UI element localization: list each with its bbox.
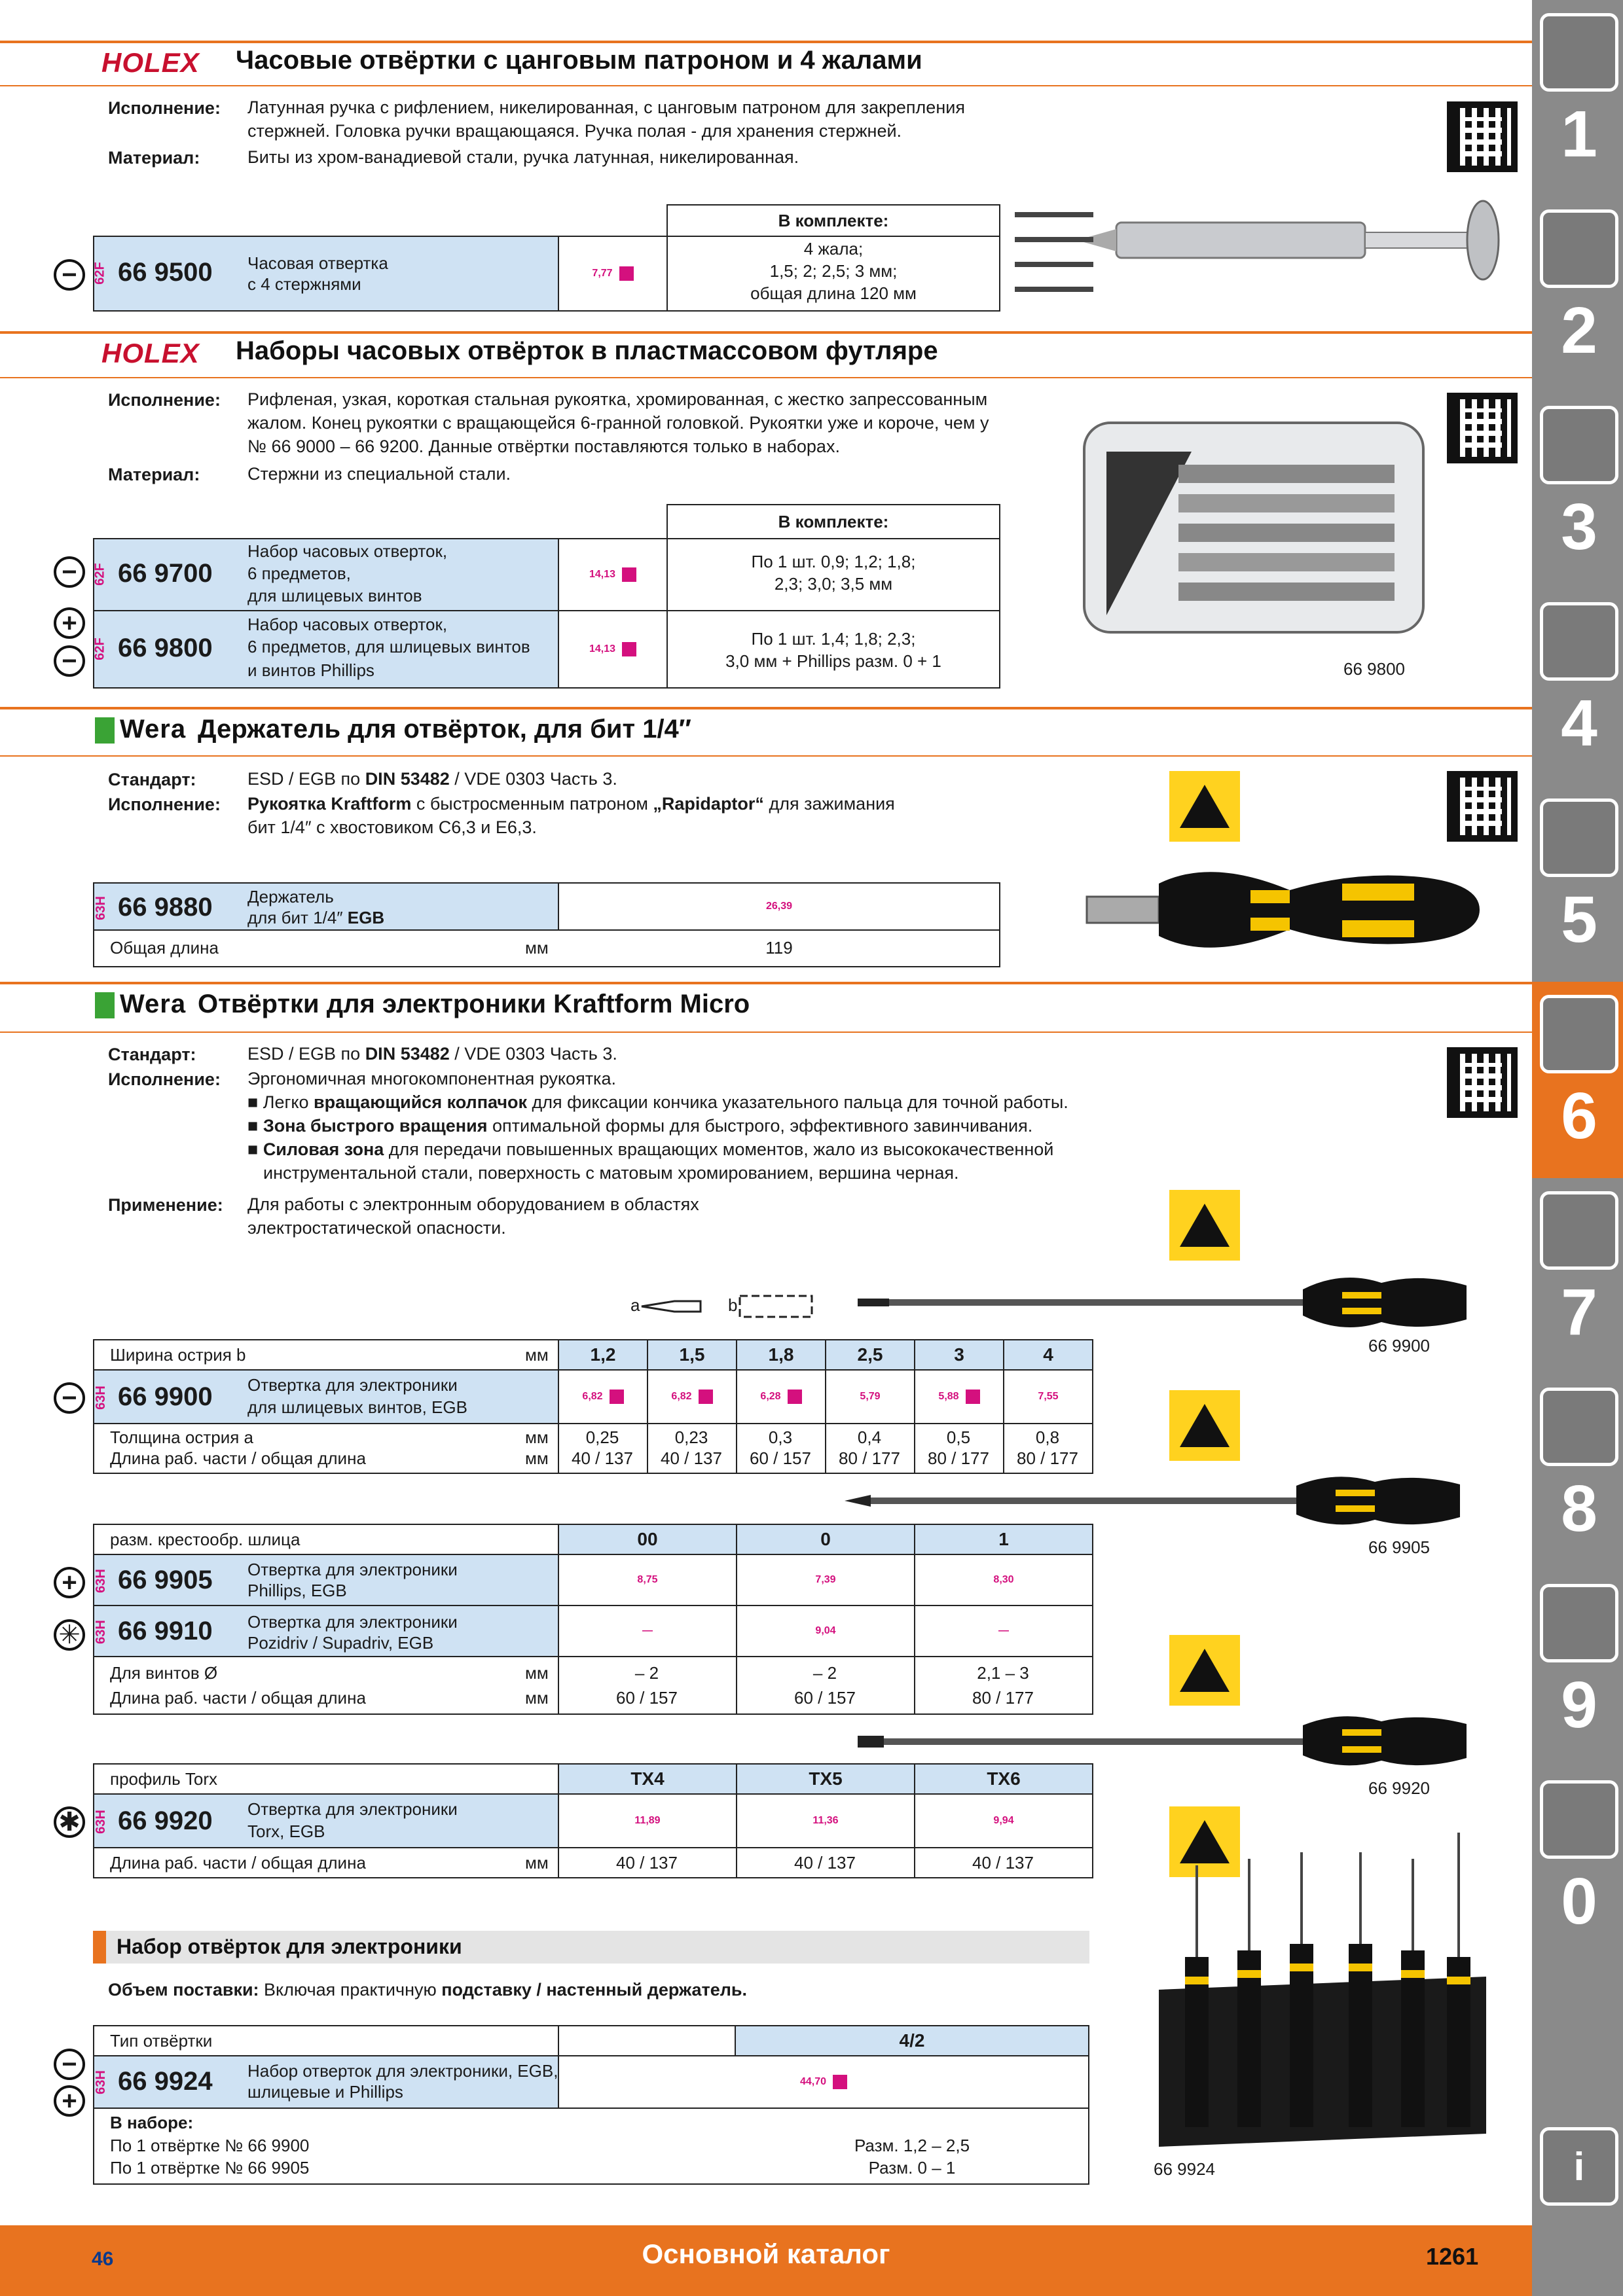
chapter-tab-9[interactable] <box>1540 1584 1618 1662</box>
image-caption: 66 9924 <box>1154 2159 1215 2179</box>
product-desc: Отвертка для электроники <box>247 1375 458 1395</box>
screwdriver-set-stand-image <box>1139 1826 1506 2153</box>
standard-line <box>247 1042 617 1066</box>
feature-bullet <box>247 1114 1032 1138</box>
product-desc: Набор часовых отверток, <box>247 541 448 561</box>
set-value: Разм. 1,2 – 2,5 <box>854 2136 970 2155</box>
description-line: бит 1/4″ с хвостовиком С6,3 и Е6,3. <box>247 817 537 837</box>
text-part: / VDE 0303 Часть 3. <box>449 769 617 789</box>
label-ispolnenie: Исполнение: <box>108 795 221 814</box>
catalog-title: Основной каталог <box>642 2238 890 2269</box>
description-line: электростатической опасности. <box>247 1218 506 1238</box>
column-header: разм. крестообр. шлица <box>110 1530 301 1549</box>
spec-value: 40 / 137 <box>572 1448 633 1468</box>
chapter-tab-6[interactable] <box>1540 995 1618 1073</box>
kit-header: В комплекте: <box>666 504 1000 539</box>
spec-value: 0,23 <box>674 1427 708 1447</box>
price-cell <box>558 2055 1089 2109</box>
product-desc: шлицевые и Phillips <box>247 2082 403 2102</box>
column-header: 1,5 <box>647 1339 737 1371</box>
spec-value: – 2 <box>812 1663 837 1683</box>
chapter-tab-3[interactable] <box>1540 406 1618 484</box>
product-desc: и винтов Phillips <box>247 660 374 680</box>
column-header: 0 <box>736 1524 915 1555</box>
price: 6,82 <box>582 1391 603 1402</box>
product-desc: для шлицевых винтов, EGB <box>247 1397 467 1417</box>
set-item: По 1 отвёртке № 66 9905 <box>110 2158 310 2178</box>
spec-value: – 2 <box>634 1663 659 1683</box>
spec-value: 40 / 137 <box>794 1853 856 1873</box>
price-cell <box>558 1793 737 1848</box>
chapter-number: 8 <box>1561 1472 1597 1545</box>
article-number[interactable]: 66 9800 <box>118 634 213 662</box>
product-desc: Набор отверток для электроники, EGB, <box>247 2061 558 2081</box>
set-item: По 1 отвёртке № 66 9900 <box>110 2136 310 2155</box>
article-number[interactable]: 66 9880 <box>118 893 213 922</box>
esd-warning-icon <box>1169 1190 1240 1261</box>
article-number[interactable]: 66 9500 <box>118 258 213 287</box>
kit-line: общая длина 120 мм <box>750 283 917 303</box>
label-material: Материал: <box>108 148 200 168</box>
column-header: Тип отвёртки <box>110 2031 213 2051</box>
product-desc: Отвертка для электроники <box>247 1560 458 1579</box>
text-bold: вращающийся колпачок <box>314 1092 528 1112</box>
chapter-number: 2 <box>1561 294 1597 367</box>
product-code: 63H <box>93 1569 108 1593</box>
text-part: / VDE 0303 Часть 3. <box>449 1044 617 1064</box>
unit: мм <box>525 1663 549 1683</box>
product-desc: для шлицевых винтов <box>247 586 422 605</box>
product-desc <box>247 907 384 928</box>
chapter-number: 1 <box>1561 98 1597 171</box>
text-part: для бит 1/4″ <box>247 908 348 927</box>
column-header: TX5 <box>736 1763 915 1795</box>
price-cell <box>558 538 668 611</box>
price-cell <box>558 236 668 312</box>
text-part: для зажимания <box>763 794 895 814</box>
price-cell <box>736 1369 826 1424</box>
description-line <box>247 792 895 816</box>
holex-logo: HOLEX <box>101 47 200 78</box>
text-part: ESD / EGB по <box>247 1044 365 1064</box>
kit-line: 1,5; 2; 2,5; 3 мм; <box>769 261 898 281</box>
esd-warning-icon <box>1169 1635 1240 1706</box>
chapter-number: 4 <box>1561 687 1597 760</box>
text-part: для передачи повышенных вращающих моментов, жало из высококачественной <box>384 1139 1054 1159</box>
text-part: ■ <box>247 1139 263 1159</box>
section-rule <box>0 331 1532 334</box>
net-price-marker <box>966 1390 980 1404</box>
unit: мм <box>525 938 549 958</box>
section-rule <box>0 707 1532 709</box>
chapter-tab-8[interactable] <box>1540 1388 1618 1466</box>
text-part: для фиксации кончика указательного пальца для точной работы. <box>527 1092 1068 1112</box>
column-header: 00 <box>558 1524 737 1555</box>
price: 26,39 <box>765 901 793 912</box>
feature-bullet <box>247 1138 1053 1161</box>
spec-value: 0,5 <box>946 1427 971 1447</box>
price: 11,36 <box>812 1815 839 1826</box>
kit-cell <box>666 610 1000 689</box>
kit-line: 2,3; 3,0; 3,5 мм <box>774 574 893 594</box>
label-standard: Стандарт: <box>108 770 196 789</box>
product-desc: Часовая отвертка <box>247 253 388 273</box>
feature-bullet <box>247 1090 1068 1114</box>
page-number-right: 1261 <box>1426 2243 1479 2270</box>
standard-line <box>247 767 617 791</box>
spec-value: 119 <box>765 938 793 958</box>
kit-line: По 1 шт. 1,4; 1,8; 2,3; <box>751 629 916 649</box>
phillips-icon: + <box>54 1567 85 1598</box>
spec-value: 80 / 177 <box>972 1688 1034 1708</box>
qr-code[interactable] <box>1447 771 1518 842</box>
price-cell <box>558 1605 737 1657</box>
price: 5,88 <box>938 1391 959 1402</box>
slotted-icon: − <box>54 645 85 677</box>
product-code: 63H <box>93 2070 108 2094</box>
section-rule <box>0 41 1532 43</box>
qr-code[interactable] <box>1447 393 1518 463</box>
description-line: Латунная ручка с рифлением, никелированная, с цанговым патроном для закрепления <box>247 98 965 117</box>
price-cell <box>736 1554 915 1606</box>
spec-label: Длина раб. части / общая длина <box>110 1448 366 1468</box>
dim-label-a: a <box>630 1295 640 1315</box>
text-part: оптимальной формы для быстрого, эффективного завинчивания. <box>487 1116 1033 1136</box>
label-ispolnenie: Исполнение: <box>108 98 221 118</box>
spec-value: 80 / 177 <box>1017 1448 1078 1468</box>
column-header: TX4 <box>558 1763 737 1795</box>
price-cell <box>558 610 668 689</box>
price: 6,28 <box>760 1391 781 1402</box>
slotted-icon: − <box>54 556 85 588</box>
section-title: Отвёртки для электроники Kraftform Micro <box>198 990 750 1018</box>
product-desc: Набор часовых отверток, <box>247 615 448 634</box>
column-header: 1,2 <box>558 1339 648 1371</box>
slotted-icon: − <box>54 259 85 291</box>
label-material: Материал: <box>108 465 200 484</box>
text-part: ■ Легко <box>247 1092 314 1112</box>
description-line: жалом. Конец рукоятки с вращающейся 6-гранной головкой. Рукоятки уже и короче, чем у <box>247 413 989 433</box>
price: — <box>998 1625 1009 1636</box>
unit: мм <box>525 1688 549 1708</box>
price-cell <box>647 1369 737 1424</box>
description-line: № 66 9000 – 66 9200. Данные отвёртки поставляются только в наборах. <box>247 437 840 456</box>
section-rule <box>0 1031 1532 1033</box>
price: 9,04 <box>815 1625 836 1636</box>
chapter-number: 0 <box>1561 1865 1597 1938</box>
text-part: с быстросменным патроном <box>411 794 653 814</box>
article-number[interactable]: 66 9920 <box>118 1806 213 1835</box>
kit-header: В комплекте: <box>666 204 1000 237</box>
kit-line: 3,0 мм + Phillips разм. 0 + 1 <box>725 651 941 671</box>
text-bold: DIN 53482 <box>365 769 450 789</box>
image-caption: 66 9905 <box>1368 1537 1430 1557</box>
chapter-tab-5[interactable] <box>1540 798 1618 877</box>
description-line: инструментальной стали, поверхность с матовым хромированием, вершина черная. <box>263 1163 959 1183</box>
kit-line: 4 жала; <box>803 239 864 259</box>
page-number-left: 46 <box>92 2248 114 2270</box>
net-price-marker <box>622 567 636 582</box>
price: 9,94 <box>993 1815 1014 1826</box>
net-price-marker <box>622 642 636 656</box>
image-caption: 66 9800 <box>1343 659 1405 679</box>
spec-label: Длина раб. части / общая длина <box>110 1688 366 1708</box>
spec-value: 60 / 157 <box>750 1448 811 1468</box>
product-desc: Отвертка для электроники <box>247 1799 458 1819</box>
text-bold: Зона быстрого вращения <box>263 1116 488 1136</box>
spec-label: Общая длина <box>110 938 219 958</box>
text-bold: „Rapidaptor“ <box>653 794 764 814</box>
column-header: профиль Torx <box>110 1769 217 1789</box>
wera-logo-text: Wera <box>120 990 187 1018</box>
price-cell <box>914 1554 1093 1606</box>
tip-dimension-diagram <box>629 1287 818 1326</box>
net-price-marker <box>833 2075 847 2089</box>
slotted-icon: − <box>54 1382 85 1414</box>
price-cell <box>1003 1369 1093 1424</box>
text-bold: Рукоятка Kraftform <box>247 794 412 814</box>
unit: мм <box>525 1448 549 1468</box>
spec-value: 40 / 137 <box>661 1448 722 1468</box>
label-ispolnenie: Исполнение: <box>108 1069 221 1089</box>
spec-label: Толщина острия a <box>110 1427 253 1447</box>
label-application: Применение: <box>108 1195 223 1215</box>
price: 7,77 <box>592 268 613 279</box>
price-cell <box>825 1369 915 1424</box>
price: 14,13 <box>589 569 616 580</box>
product-code: 63H <box>93 1620 108 1644</box>
section-title: Наборы часовых отвёрток в пластмассовом футляре <box>236 336 938 365</box>
article-number[interactable]: 66 9905 <box>118 1566 213 1594</box>
spec-label: Для винтов Ø <box>110 1663 218 1683</box>
column-header: Ширина острия b <box>110 1345 246 1365</box>
price: — <box>642 1625 653 1636</box>
label-ispolnenie: Исполнение: <box>108 390 221 410</box>
article-number[interactable]: 66 9924 <box>118 2067 213 2096</box>
price-cell <box>736 1793 915 1848</box>
image-caption: 66 9900 <box>1368 1336 1430 1355</box>
column-header: 1,8 <box>736 1339 826 1371</box>
pozidriv-icon: ✳ <box>54 1619 85 1651</box>
spec-value: 40 / 137 <box>972 1853 1034 1873</box>
product-desc: Держатель <box>247 887 334 906</box>
price: 8,30 <box>993 1574 1014 1585</box>
text-part: ESD / EGB по <box>247 769 365 789</box>
wera-logo-text: Wera <box>120 715 187 744</box>
spec-value: 40 / 137 <box>616 1853 678 1873</box>
description-line: Рифленая, узкая, короткая стальная рукоятка, хромированная, с жестко запрессованным <box>247 389 988 409</box>
section-rule <box>0 85 1532 86</box>
image-caption: 66 9920 <box>1368 1778 1430 1798</box>
spec-value: 0,8 <box>1035 1427 1060 1447</box>
column-header: 4 <box>1003 1339 1093 1371</box>
subsection-marker <box>93 1931 106 1964</box>
slotted-screwdriver-image <box>845 1263 1473 1342</box>
column-header: 4/2 <box>735 2025 1089 2056</box>
spec-value: 60 / 157 <box>616 1688 678 1708</box>
label-standard: Стандарт: <box>108 1045 196 1064</box>
section-title: Часовые отвёртки с цанговым патроном и 4 жалами <box>236 46 922 75</box>
section-rule <box>0 377 1532 378</box>
net-price-marker <box>619 266 634 281</box>
chapter-number: 7 <box>1561 1276 1597 1349</box>
price-cell <box>558 1369 648 1424</box>
product-code: 63H <box>93 1810 108 1834</box>
net-price-marker <box>788 1390 802 1404</box>
description-line: Для работы с электронным оборудованием в областях <box>247 1194 699 1214</box>
product-desc: Phillips, EGB <box>247 1581 347 1600</box>
column-header: 3 <box>914 1339 1004 1371</box>
price-cell <box>914 1369 1004 1424</box>
chapter-tab-1[interactable] <box>1540 13 1618 92</box>
unit: мм <box>525 1427 549 1447</box>
spec-value: 0,25 <box>585 1427 619 1447</box>
product-desc: 6 предметов, <box>247 564 351 583</box>
description-line: Биты из хром-ванадиевой стали, ручка латунная, никелированная. <box>247 147 799 167</box>
price: 11,89 <box>634 1815 661 1826</box>
price: 5,79 <box>860 1391 881 1402</box>
chapter-tab-4[interactable] <box>1540 602 1618 681</box>
qr-code[interactable] <box>1447 101 1518 172</box>
spec-label: Длина раб. части / общая длина <box>110 1853 366 1873</box>
article-number[interactable]: 66 9700 <box>118 559 213 588</box>
slotted-icon: − <box>54 2049 85 2080</box>
chapter-tab-0[interactable] <box>1540 1780 1618 1859</box>
holex-logo: HOLEX <box>101 338 200 368</box>
price-cell <box>736 1605 915 1657</box>
product-code: 62F <box>92 563 107 586</box>
price: 14,13 <box>589 643 616 655</box>
dim-label-b: b <box>728 1295 738 1315</box>
product-desc: Отвертка для электроники <box>247 1612 458 1632</box>
unit: мм <box>525 1853 549 1873</box>
price-cell <box>558 1554 737 1606</box>
info-tab[interactable]: i <box>1540 2127 1618 2206</box>
product-desc: Pozidriv / Supadriv, EGB <box>247 1633 434 1653</box>
price-cell <box>914 1793 1093 1848</box>
article-number[interactable]: 66 9910 <box>118 1617 213 1645</box>
torx-icon: ✱ <box>54 1806 85 1838</box>
spec-value: 0,4 <box>857 1427 882 1447</box>
text-part: Включая практичную <box>259 1980 442 2000</box>
net-price-marker <box>699 1390 713 1404</box>
supply-line <box>108 1978 747 2001</box>
bit-holder-image <box>1080 844 1486 975</box>
price: 7,55 <box>1038 1391 1059 1402</box>
screwdriver-case-image <box>1080 419 1427 648</box>
price-cell <box>558 882 1000 931</box>
esd-warning-icon <box>1169 771 1240 842</box>
column-header: TX6 <box>914 1763 1093 1795</box>
text-bold: DIN 53482 <box>365 1044 450 1064</box>
spec-value: 80 / 177 <box>839 1448 900 1468</box>
column-header: 2,5 <box>825 1339 915 1371</box>
text-part: ■ <box>247 1116 263 1136</box>
wera-logo-icon <box>95 717 115 744</box>
price: 44,70 <box>799 2076 827 2087</box>
chapter-number: 5 <box>1561 883 1597 956</box>
price: 7,39 <box>815 1574 836 1585</box>
spec-value: 80 / 177 <box>928 1448 989 1468</box>
spec-value: 2,1 – 3 <box>977 1663 1029 1683</box>
product-desc: Torx, EGB <box>247 1821 325 1841</box>
spec-value: 60 / 157 <box>794 1688 856 1708</box>
phillips-icon: + <box>54 2085 85 2117</box>
section-rule <box>0 755 1532 757</box>
description-line: стержней. Головка ручки вращающаяся. Ручка полая - для хранения стержней. <box>247 121 902 141</box>
product-code: 62F <box>92 637 107 660</box>
price-cell <box>914 1605 1093 1657</box>
product-desc: 6 предметов, для шлицевых винтов <box>247 637 530 656</box>
product-code: 63H <box>93 896 108 920</box>
chapter-tab-7[interactable] <box>1540 1191 1618 1270</box>
qr-code[interactable] <box>1447 1047 1518 1118</box>
esd-warning-icon <box>1169 1390 1240 1461</box>
text-bold: подставку / настенный держатель. <box>441 1980 747 2000</box>
kit-line: По 1 шт. 0,9; 1,2; 1,8; <box>751 552 916 571</box>
wera-logo-icon <box>95 992 115 1018</box>
net-price-marker <box>610 1390 624 1404</box>
chapter-number: 6 <box>1561 1079 1597 1153</box>
description-line: Эргономичная многокомпонентная рукоятка. <box>247 1069 616 1088</box>
spec-value: 0,3 <box>768 1427 793 1447</box>
description-line: Стержни из специальной стали. <box>247 464 511 484</box>
text-bold: EGB <box>347 908 385 927</box>
watch-screwdriver-image <box>1012 196 1522 314</box>
column-header: 1 <box>914 1524 1093 1555</box>
product-desc: с 4 стержнями <box>247 274 361 294</box>
chapter-number: 3 <box>1561 490 1597 564</box>
price: 6,82 <box>671 1391 692 1402</box>
subsection-title: Набор отвёрток для электроники <box>117 1935 462 1958</box>
unit: мм <box>525 1345 549 1365</box>
price: 8,75 <box>637 1574 658 1585</box>
text-bold: Силовая зона <box>263 1139 384 1159</box>
set-value: Разм. 0 – 1 <box>868 2158 956 2178</box>
section-rule <box>0 982 1532 984</box>
phillips-icon: + <box>54 607 85 639</box>
table-cell <box>558 2025 736 2056</box>
chapter-tab-2[interactable] <box>1540 209 1618 288</box>
product-code: 62F <box>92 262 107 285</box>
section-title: Держатель для отвёрток, для бит 1/4″ <box>198 715 691 744</box>
product-code: 63H <box>93 1386 108 1410</box>
chapter-number: 9 <box>1561 1668 1597 1742</box>
set-label: В наборе: <box>110 2113 194 2132</box>
text-bold: Объем поставки: <box>108 1980 259 2000</box>
wera-logo <box>95 715 186 744</box>
article-number[interactable]: 66 9900 <box>118 1382 213 1411</box>
wera-logo <box>95 990 186 1019</box>
